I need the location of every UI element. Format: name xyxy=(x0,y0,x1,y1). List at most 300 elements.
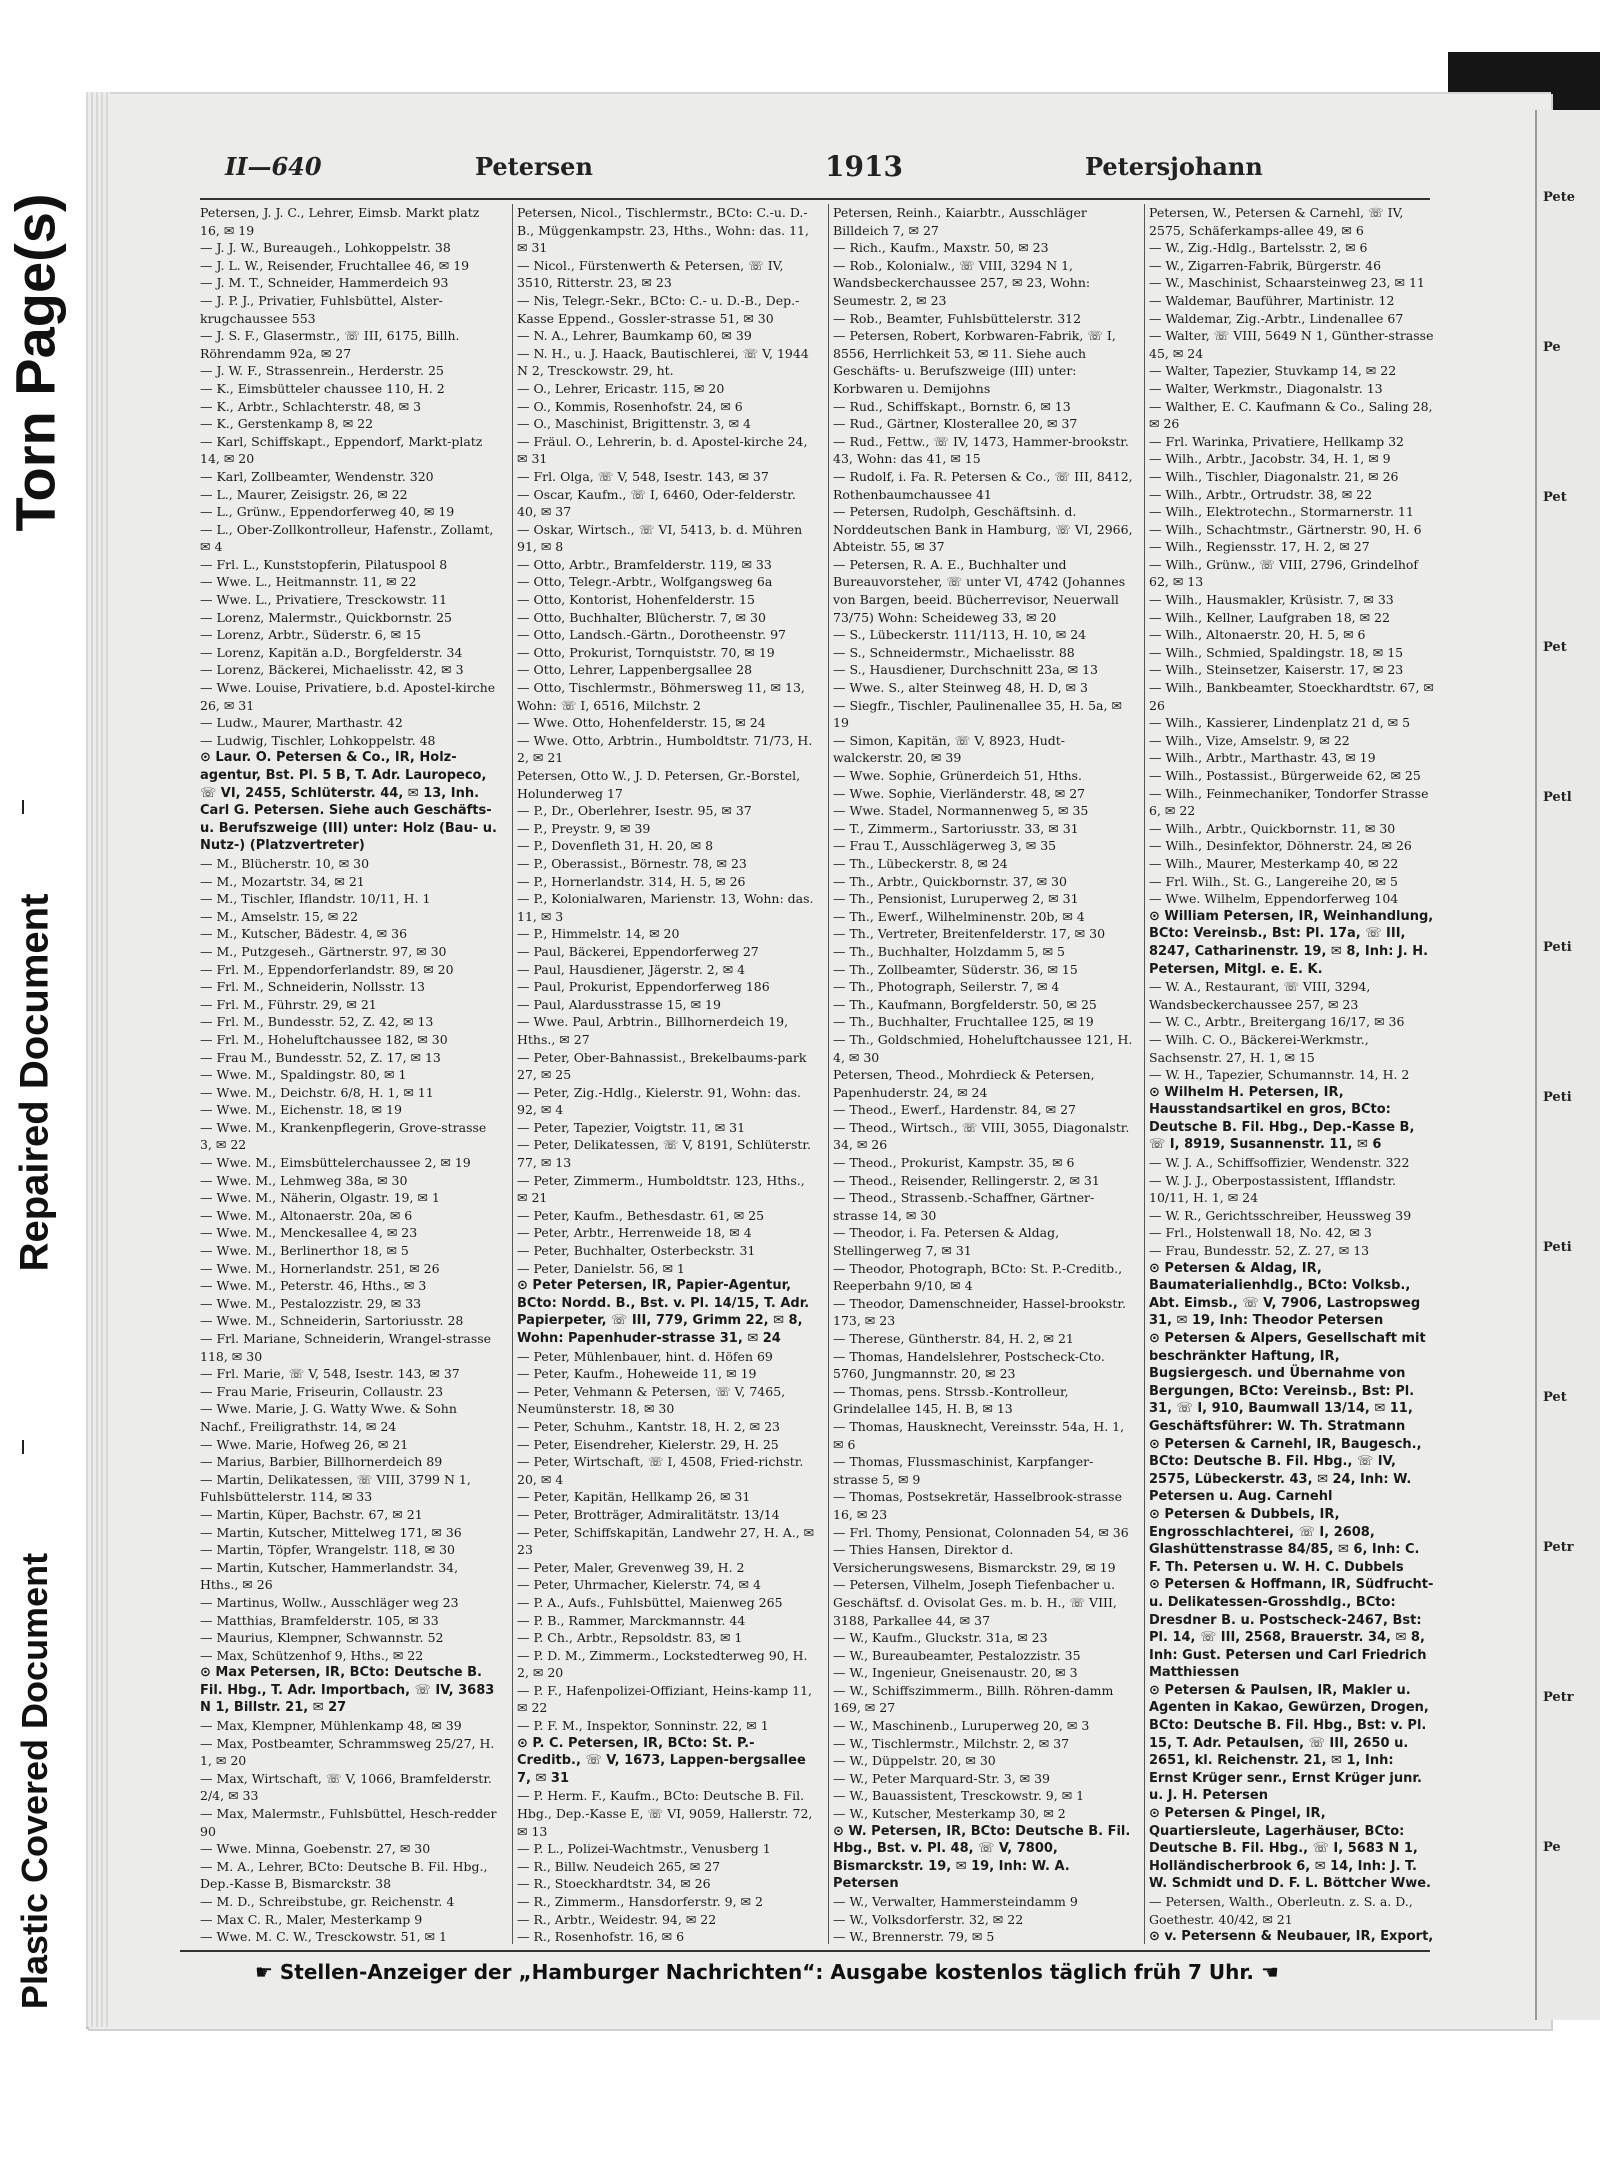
directory-entry: ⊙ P. C. Petersen, IR, BCto: St. P.-Creditb., ☏ V, 1673, Lappen-bergsallee 7, ✉ 31 xyxy=(517,1735,806,1786)
directory-entry: — Wwe. M., Berlinerthor 18, ✉ 5 xyxy=(200,1243,409,1259)
directory-entry: — Max, Klempner, Mühlenkamp 48, ✉ 39 xyxy=(200,1718,462,1734)
directory-entry: — Rud., Schiffskapt., Bornstr. 6, ✉ 13 xyxy=(833,398,1071,414)
directory-entry: — T., Zimmerm., Sartoriusstr. 33, ✉ 31 xyxy=(833,820,1079,836)
adjacent-page-fragment: Petr xyxy=(1543,1690,1574,1705)
adjacent-page-fragment: Pet xyxy=(1543,490,1567,505)
directory-entry: — Wwe. M., Menckesallee 4, ✉ 23 xyxy=(200,1225,418,1241)
directory-entry: — Max C. R., Maler, Mesterkamp 9 xyxy=(200,1911,423,1927)
directory-entry: — Lorenz, Kapitän a.D., Borgfelderstr. 34 xyxy=(200,644,463,660)
directory-entry: — Wwe. M., Eimsbüttelerchaussee 2, ✉ 19 xyxy=(200,1155,471,1171)
adjacent-page-fragment: Pet xyxy=(1543,1390,1567,1405)
directory-entry: — W., Düppelstr. 20, ✉ 30 xyxy=(833,1753,996,1769)
directory-entry: — J. P. J., Privatier, Fuhlsbüttel, Alster-krugchaussee 553 xyxy=(200,292,443,326)
directory-entry: — Frl. M., Eppendorferlandstr. 89, ✉ 20 xyxy=(200,961,454,977)
directory-entry: — Rob., Kolonialw., ☏ VIII, 3294 N 1, Wandsbeckerchaussee 257, ✉ 23, Wohn: Seumestr. 2, ✉ 23 xyxy=(833,257,1091,308)
directory-entry: — Peter, Zimmerm., Humboldtstr. 123, Hths., ✉ 21 xyxy=(517,1172,805,1206)
directory-entry: — J. L. W., Reisender, Fruchtallee 46, ✉ 19 xyxy=(200,257,470,273)
directory-entry: — Wilh., Elektrotechn., Stormarnerstr. 11 xyxy=(1149,504,1414,520)
directory-entry: — Wwe. Otto, Arbtrin., Humboldtstr. 71/73, H. 2, ✉ 21 xyxy=(517,732,813,766)
directory-entry: — Th., Pensionist, Luruperweg 2, ✉ 31 xyxy=(833,891,1079,907)
adjacent-page-fragment: Petl xyxy=(1543,790,1572,805)
directory-entry: — W., Schiffszimmerm., Billh. Röhren-damm 169, ✉ 27 xyxy=(833,1682,1114,1716)
directory-entry: — Frl. M., Führstr. 29, ✉ 21 xyxy=(200,996,377,1012)
directory-entry: — Wwe. Sophie, Vierländerstr. 48, ✉ 27 xyxy=(833,785,1086,801)
directory-entry: — M., Blücherstr. 10, ✉ 30 xyxy=(200,855,370,871)
directory-entry: — P., Kolonialwaren, Marienstr. 13, Wohn: das. 11, ✉ 3 xyxy=(517,891,814,924)
pointing-hand-icon: ☛ xyxy=(255,1960,280,1984)
directory-entry: — Otto, Prokurist, Tornquiststr. 70, ✉ 19 xyxy=(517,644,775,660)
directory-entry: ⊙ Peter Petersen, IR, Papier-Agentur, BCto: Nordd. B., Bst. v. Pl. 14/15, T. Adr. Papierpeter, ☏ III, 779, Grimm 22, ✉ 8, Wohn: Papenhuder-strasse 31, ✉ 24 xyxy=(517,1278,810,1346)
directory-column-3 xyxy=(828,204,1133,1944)
directory-entry: — Matthias, Bramfelderstr. 105, ✉ 33 xyxy=(200,1612,439,1628)
directory-entry: — Walter, Tapezier, Stuvkamp 14, ✉ 22 xyxy=(1149,363,1397,379)
directory-entry: ⊙ Petersen & Aldag, IR, Baumaterialienhdlg., BCto: Volksb., Abt. Eimsb., ☏ V, 7906, Lastropsweg 31, ✉ 19, Inh: Theodor Petersen xyxy=(1149,1260,1421,1329)
directory-entry: — Wilh., Grünw., ☏ VIII, 2796, Grindelhof 62, ✉ 13 xyxy=(1149,556,1419,590)
directory-entry: — Frl. M., Bundesstr. 52, Z. 42, ✉ 13 xyxy=(200,1014,434,1030)
directory-entry: — S., Lübeckerstr. 111/113, H. 10, ✉ 24 xyxy=(833,627,1087,643)
pointing-hand-icon: ☚ xyxy=(1254,1960,1279,1984)
directory-entry: — Wilh., Bankbeamter, Stoeckhardtstr. 67, ✉ 26 xyxy=(1149,680,1434,713)
directory-entry: — S., Hausdiener, Durchschnitt 23a, ✉ 13 xyxy=(833,662,1099,678)
directory-entry: — J. S. F., Glasermstr., ☏ III, 6175, Billh. Röhrendamm 92a, ✉ 27 xyxy=(200,328,460,361)
directory-entry: ⊙ Max Petersen, IR, BCto: Deutsche B. Fil. Hbg., T. Adr. Importbach, ☏ IV, 3683 N 1, Billstr. 21, ✉ 27 xyxy=(200,1665,495,1716)
directory-entry: — Wilh., Maurer, Mesterkamp 40, ✉ 22 xyxy=(1149,855,1399,871)
directory-entry: — Wilh., Arbtr., Jacobstr. 34, H. 1, ✉ 9 xyxy=(1149,451,1391,467)
directory-entry: — Ludw., Maurer, Marthastr. 42 xyxy=(200,715,403,731)
directory-entry: — Rud., Fettw., ☏ IV, 1473, Hammer-brookstr. 43, Wohn: das 41, ✉ 15 xyxy=(833,433,1129,467)
directory-entry: — P. A., Aufs., Fuhlsbüttel, Maienweg 265 xyxy=(517,1594,783,1610)
directory-entry: — O., Maschinist, Brigittenstr. 3, ✉ 4 xyxy=(517,416,751,432)
directory-entry: ⊙ Petersen & Alpers, Gesellschaft mit beschränkter Haftung, IR, Bugsiergesch. und Übernahme von Bergungen, BCto: Vereinsb., Bst: Pl. 31, ☏ I, 910, Baumwall 13/14, ✉ 11, Geschäftsführer: W. Th. Stratmann xyxy=(1149,1331,1426,1434)
directory-entry: — W. R., Gerichtsschreiber, Heussweg 39 xyxy=(1149,1207,1412,1223)
directory-entry: Petersen, Nicol., Tischlermstr., BCto: C.-u. D.-B., Müggenkampstr. 23, Hths., Wohn: das. 11, ✉ 31 xyxy=(517,205,809,256)
directory-entry: — W., Zigarren-Fabrik, Bürgerstr. 46 xyxy=(1149,257,1382,273)
directory-entry: — W., Maschinist, Schaarsteinweg 23, ✉ 11 xyxy=(1149,275,1425,291)
directory-entry: — P., Preystr. 9, ✉ 39 xyxy=(517,820,651,836)
directory-entry: — Martin, Küper, Bachstr. 67, ✉ 21 xyxy=(200,1506,423,1522)
directory-entry: — Thies Hansen, Direktor d. Versicherungswesens, Bismarckstr. 29, ✉ 19 xyxy=(833,1542,1116,1575)
directory-entry: — P., Hornerlandstr. 314, H. 5, ✉ 26 xyxy=(517,873,746,889)
directory-entry: — Otto, Kontorist, Hohenfelderstr. 15 xyxy=(517,592,755,608)
directory-entry: — Wwe. Sophie, Grünerdeich 51, Hths. xyxy=(833,768,1082,783)
directory-entry: — Waldemar, Bauführer, Martinistr. 12 xyxy=(1149,292,1395,308)
directory-entry: — M. A., Lehrer, BCto: Deutsche B. Fil. Hbg., Dep.-Kasse B, Bismarckstr. 38 xyxy=(200,1858,488,1892)
adjacent-page-fragment: Pe xyxy=(1543,1840,1561,1855)
directory-entry: — P. F., Hafenpolizei-Offiziant, Heins-kamp 11, ✉ 22 xyxy=(517,1682,813,1716)
footer-text: Stellen-Anzeiger der „Hamburger Nachrichten“: Ausgabe kostenlos täglich früh 7 Uhr. xyxy=(279,1960,1255,1984)
directory-entry: — Wilh., Tischler, Diagonalstr. 21, ✉ 26 xyxy=(1149,468,1399,484)
directory-entry: — Peter, Ober-Bahnassist., Brekelbaums-park 27, ✉ 25 xyxy=(517,1049,807,1083)
directory-entry: — L., Grünw., Eppendorferweg 40, ✉ 19 xyxy=(200,504,455,520)
directory-entry: — Thomas, Hausknecht, Vereinsstr. 54a, H. 1, ✉ 6 xyxy=(833,1418,1125,1452)
directory-entry: — Wilh., Desinfektor, Döhnerstr. 24, ✉ 26 xyxy=(1149,838,1412,854)
adjacent-page-fragment: Peti xyxy=(1543,940,1572,955)
directory-entry: — Wilh., Vize, Amselstr. 9, ✉ 22 xyxy=(1149,732,1350,748)
directory-entry: ⊙ Wilhelm H. Petersen, IR, Hausstandsartikel en gros, BCto: Deutsche B. Fil. Hbg., Dep.-Kasse B, ☏ I, 8919, Susannenstr. 11, ✉ 6 xyxy=(1149,1084,1415,1153)
directory-entry: — Wwe. M., Altonaerstr. 20a, ✉ 6 xyxy=(200,1207,413,1223)
directory-entry: — Peter, Mühlenbauer, hint. d. Höfen 69 xyxy=(517,1348,773,1364)
directory-entry: — W., Volksdorferstr. 32, ✉ 22 xyxy=(833,1911,1024,1927)
directory-entry: — W., Kaufm., Gluckstr. 31a, ✉ 23 xyxy=(833,1630,1048,1646)
page-number: II—640 xyxy=(225,152,322,181)
directory-entry: — Th., Ewerf., Wilhelminenstr. 20b, ✉ 4 xyxy=(833,908,1085,924)
directory-entry: — Otto, Arbtr., Bramfelderstr. 119, ✉ 33 xyxy=(517,556,772,572)
directory-entry: — P., Dr., Oberlehrer, Isestr. 95, ✉ 37 xyxy=(517,803,752,819)
directory-entry: — Waldemar, Zig.-Arbtr., Lindenallee 67 xyxy=(1149,310,1404,326)
directory-entry: — P., Oberassist., Börnestr. 78, ✉ 23 xyxy=(517,855,747,871)
directory-entry: — R., Arbtr., Weidestr. 94, ✉ 22 xyxy=(517,1911,717,1927)
directory-entry: — P. D. M., Zimmerm., Lockstedterweg 90, H. 2, ✉ 20 xyxy=(517,1647,808,1681)
directory-entry: — P. Ch., Arbtr., Repsoldstr. 83, ✉ 1 xyxy=(517,1630,743,1646)
directory-entry: — Peter, Danielstr. 56, ✉ 1 xyxy=(517,1260,685,1276)
directory-entry: — Frau M., Bundesstr. 52, Z. 17, ✉ 13 xyxy=(200,1049,441,1065)
directory-entry: — Peter, Uhrmacher, Kielerstr. 74, ✉ 4 xyxy=(517,1577,761,1593)
dash-divider xyxy=(22,800,24,814)
directory-entry: — L., Maurer, Zeisigstr. 26, ✉ 22 xyxy=(200,486,408,502)
directory-entry: — M. D., Schreibstube, gr. Reichenstr. 4 xyxy=(200,1894,455,1909)
directory-columns xyxy=(200,204,1434,1944)
directory-entry: — W., Kutscher, Mesterkamp 30, ✉ 2 xyxy=(833,1806,1066,1822)
directory-entry: ⊙ William Petersen, IR, Weinhandlung, BCto: Vereinsb., Bst: Pl. 17a, ☏ III, 8247, Catharinenstr. 19, ✉ 8, Inh: J. H. Petersen, Mitgl. e. E. K. xyxy=(1149,908,1434,977)
directory-entry: — Frl. Marie, ☏ V, 548, Isestr. 143, ✉ 37 xyxy=(200,1366,460,1382)
directory-entry: — Simon, Kapitän, ☏ V, 8923, Hudt-walckerstr. 20, ✉ 39 xyxy=(833,732,1066,766)
directory-entry: — Karl, Zollbeamter, Wendenstr. 320 xyxy=(200,468,434,484)
directory-entry: ⊙ Petersen & Paulsen, IR, Makler u. Agenten in Kakao, Gewürzen, Drogen, BCto: Deutsche B. Fil. Hbg., Bst: v. Pl. 15, T. Adr. Petaulsen, ☏ III, 2650 u. 2651, kl. Reichenstr. 21, ✉ 1, Inh: Ernst Krüger senr., Ernst Krüger junr. u. J. H. Petersen xyxy=(1149,1682,1429,1804)
directory-entry: — Rud., Gärtner, Klosterallee 20, ✉ 37 xyxy=(833,416,1078,432)
directory-entry: — Thomas, pens. Strssb.-Kontrolleur, Grindelallee 145, H. B, ✉ 13 xyxy=(833,1383,1069,1417)
directory-entry: — Marius, Barbier, Billhornerdeich 89 xyxy=(200,1454,443,1470)
directory-entry: — Wwe. Marie, Hofweg 26, ✉ 21 xyxy=(200,1436,409,1452)
directory-entry: — Peter, Eisendreher, Kielerstr. 29, H. 25 xyxy=(517,1436,779,1452)
directory-entry: — Peter, Kaufm., Bethesdastr. 61, ✉ 25 xyxy=(517,1207,765,1223)
directory-entry: — K., Arbtr., Schlachterstr. 48, ✉ 3 xyxy=(200,398,422,414)
directory-entry: — N. A., Lehrer, Baumkamp 60, ✉ 39 xyxy=(517,328,752,344)
directory-entry: — Peter, Maler, Grevenweg 39, H. 2 xyxy=(517,1559,745,1575)
directory-entry: — Martin, Kutscher, Hammerlandstr. 34, Hths., ✉ 26 xyxy=(200,1559,459,1593)
directory-entry: — Rudolf, i. Fa. R. Petersen & Co., ☏ III, 8412, Rothenbaumchaussee 41 xyxy=(833,468,1133,502)
directory-entry: — P., Himmelstr. 14, ✉ 20 xyxy=(517,926,680,942)
directory-entry: — Wilh., Kassierer, Lindenplatz 21 d, ✉ 5 xyxy=(1149,715,1411,731)
directory-entry: — Peter, Schuhm., Kantstr. 18, H. 2, ✉ 23 xyxy=(517,1418,780,1434)
directory-entry: — P. B., Rammer, Marckmannstr. 44 xyxy=(517,1612,746,1628)
plastic-covered-label: Plastic Covered Document xyxy=(14,1552,55,2010)
directory-entry: ⊙ Petersen & Dubbels, IR, Engrosschlachterei, ☏ I, 2608, Glashüttenstrasse 84/85, ✉ 6, Inh: C. F. Th. Petersen u. W. H. C. Dubbels xyxy=(1149,1506,1420,1575)
directory-entry: — Lorenz, Malermstr., Quickbornstr. 25 xyxy=(200,609,453,625)
directory-entry: — Wwe. M., Spaldingstr. 80, ✉ 1 xyxy=(200,1067,407,1083)
directory-entry: — Wwe. L., Heitmannstr. 11, ✉ 22 xyxy=(200,574,417,590)
directory-entry: — Wwe. M., Pestalozzistr. 29, ✉ 33 xyxy=(200,1295,422,1311)
directory-entry: — Wilh., Postassist., Bürgerweide 62, ✉ 25 xyxy=(1149,768,1421,783)
adjacent-page-fragment: Peti xyxy=(1543,1240,1572,1255)
directory-entry: — Walter, Werkmstr., Diagonalstr. 13 xyxy=(1149,380,1383,396)
directory-entry: — Wwe. M., Hornerlandstr. 251, ✉ 26 xyxy=(200,1260,440,1276)
directory-entry: — Peter, Kaufm., Hoheweide 11, ✉ 19 xyxy=(517,1366,757,1382)
directory-entry: Petersen, J. J. C., Lehrer, Eimsb. Markt platz 16, ✉ 19 xyxy=(200,205,480,238)
directory-entry: — Walther, E. C. Kaufmann & Co., Saling 28, ✉ 26 xyxy=(1149,398,1433,432)
directory-entry: — Wilh., Steinsetzer, Kaiserstr. 17, ✉ 23 xyxy=(1149,662,1404,678)
directory-entry: — Wilh., Schmied, Spaldingstr. 18, ✉ 15 xyxy=(1149,644,1404,660)
directory-entry: — M., Putzgeseh., Gärtnerstr. 97, ✉ 30 xyxy=(200,943,447,959)
directory-entry: — R., Zimmerm., Hansdorferstr. 9, ✉ 2 xyxy=(517,1894,763,1909)
left-keyword: Petersen xyxy=(475,152,593,181)
directory-entry: — Wwe. Louise, Privatiere, b.d. Apostel-kirche 26, ✉ 31 xyxy=(200,680,496,713)
directory-entry: — Peter, Vehmann & Petersen, ☏ V, 7465, Neumünsterstr. 18, ✉ 30 xyxy=(517,1383,786,1417)
directory-entry: ⊙ Laur. O. Petersen & Co., IR, Holz-agentur, Bst. Pl. 5 B, T. Adr. Lauropeco, ☏ VI, 2455, Schlüterstr. 44, ✉ 13, Inh. Carl G. Petersen. Siehe auch Geschäfts- u. Berufszweige (III) unter: Holz (Bau- u. Nutz-) (Platzvertreter) xyxy=(200,750,497,854)
directory-entry: — W. A., Restaurant, ☏ VIII, 3294, Wandsbeckerchaussee 257, ✉ 23 xyxy=(1149,979,1371,1012)
side-label-strip xyxy=(0,193,70,2010)
directory-entry: — Theodor, Photograph, BCto: St. P.-Creditb., Reeperbahn 9/10, ✉ 4 xyxy=(833,1260,1123,1294)
page-header xyxy=(225,150,1445,190)
directory-entry: — M., Tischler, Iflandstr. 10/11, H. 1 xyxy=(200,891,431,907)
directory-entry: — Peter, Kapitän, Hellkamp 26, ✉ 31 xyxy=(517,1489,751,1505)
directory-entry: — Siegfr., Tischler, Paulinenallee 35, H. 5a, ✉ 19 xyxy=(833,697,1122,731)
directory-entry: — Wwe. M., Näherin, Olgastr. 19, ✉ 1 xyxy=(200,1190,440,1206)
directory-entry: — P. F. M., Inspektor, Sonninstr. 22, ✉ 1 xyxy=(517,1718,769,1734)
directory-entry: — Paul, Bäckerei, Eppendorferweg 27 xyxy=(517,943,759,959)
directory-entry: — Wwe. Wilhelm, Eppendorferweg 104 xyxy=(1149,891,1399,907)
directory-entry: — Martin, Delikatessen, ☏ VIII, 3799 N 1, Fuhlsbüttelerstr. 114, ✉ 33 xyxy=(200,1471,471,1505)
directory-entry: — Thomas, Handelslehrer, Postscheck-Cto. 5760, Jungmannstr. 20, ✉ 23 xyxy=(833,1348,1105,1382)
adjacent-page-fragment: Pe xyxy=(1543,340,1561,355)
directory-entry: — R., Billw. Neudeich 265, ✉ 27 xyxy=(517,1858,721,1874)
directory-entry: — Wilh., Altonaerstr. 20, H. 5, ✉ 6 xyxy=(1149,627,1366,643)
directory-entry: — Wwe. M., Peterstr. 46, Hths., ✉ 3 xyxy=(200,1278,427,1294)
directory-entry: — Theodor, Damenschneider, Hassel-brookstr. 173, ✉ 23 xyxy=(833,1295,1126,1329)
directory-entry: — Otto, Telegr.-Arbtr., Wolfgangsweg 6a xyxy=(517,574,773,590)
directory-entry: — Peter, Brotträger, Admiralitätstr. 13/14 xyxy=(517,1506,780,1522)
year: 1913 xyxy=(825,150,903,183)
directory-entry: — W., Verwalter, Hammersteindamm 9 xyxy=(833,1894,1078,1909)
directory-entry: — Petersen, Vilhelm, Joseph Tiefenbacher u. Geschäftsf. d. Ovisolat Ges. m. b. H., ☏ VIII, 3188, Parkallee 44, ✉ 37 xyxy=(833,1577,1117,1628)
directory-entry: — Peter, Buchhalter, Osterbeckstr. 31 xyxy=(517,1243,756,1259)
page-edge xyxy=(86,92,110,2027)
directory-entry: — Ludwig, Tischler, Lohkoppelstr. 48 xyxy=(200,732,436,748)
directory-entry: — Peter, Arbtr., Herrenweide 18, ✉ 4 xyxy=(517,1225,752,1241)
directory-entry: — R., Rosenhofstr. 16, ✉ 6 xyxy=(517,1929,685,1944)
directory-entry: ⊙ W. Petersen, IR, BCto: Deutsche B. Fil. Hbg., Bst. v. Pl. 48, ☏ V, 7800, Bismarckstr. 19, ✉ 19, Inh: W. A. Petersen xyxy=(833,1823,1131,1892)
directory-entry: — Wilh., Feinmechaniker, Tondorfer Strasse 6, ✉ 22 xyxy=(1149,785,1429,819)
directory-entry: — Frl. M., Hoheluftchaussee 182, ✉ 30 xyxy=(200,1031,448,1047)
directory-entry: — Theodor, i. Fa. Petersen & Aldag, Stellingerweg 7, ✉ 31 xyxy=(833,1225,1060,1259)
directory-entry: — P., Dovenfleth 31, H. 20, ✉ 8 xyxy=(517,838,714,854)
directory-entry: — Wwe. Stadel, Normannenweg 5, ✉ 35 xyxy=(833,803,1089,819)
adjacent-page-fragment: Pet xyxy=(1543,640,1567,655)
directory-column-4 xyxy=(1144,204,1435,1944)
directory-entry: — Otto, Landsch.-Gärtn., Dorotheenstr. 97 xyxy=(517,627,786,643)
directory-entry: — Maurius, Klempner, Schwannstr. 52 xyxy=(200,1630,444,1646)
directory-entry: — Wwe. Minna, Goebenstr. 27, ✉ 30 xyxy=(200,1841,431,1857)
directory-entry: ⊙ Petersen & Carnehl, IR, Baugesch., BCto: Deutsche B. Fil. Hbg., ☏ IV, 2575, Lübeckerstr. 43, ✉ 24, Inh: W. Petersen u. Aug. Carnehl xyxy=(1149,1436,1422,1505)
directory-entry: — Oskar, Wirtsch., ☏ VI, 5413, b. d. Mühren 91, ✉ 8 xyxy=(517,521,803,555)
directory-entry: — Martin, Töpfer, Wrangelstr. 118, ✉ 30 xyxy=(200,1542,455,1558)
directory-entry: — Wilh. C. O., Bäckerei-Werkmstr., Sachsenstr. 27, H. 1, ✉ 15 xyxy=(1149,1031,1369,1065)
directory-entry: — Karl, Schiffskapt., Eppendorf, Markt-platz 14, ✉ 20 xyxy=(200,433,483,467)
directory-entry: Petersen, Theod., Mohrdieck & Petersen, Papenhuderstr. 24, ✉ 24 xyxy=(833,1067,1095,1100)
directory-entry: — Martin, Kutscher, Mittelweg 171, ✉ 36 xyxy=(200,1524,462,1540)
directory-entry: — Frl., Holstenwall 18, No. 42, ✉ 3 xyxy=(1149,1225,1372,1241)
directory-entry: — Peter, Zig.-Hdlg., Kielerstr. 91, Wohn: das. 92, ✉ 4 xyxy=(517,1084,801,1118)
directory-entry: — Wwe. M., Krankenpflegerin, Grove-strasse 3, ✉ 22 xyxy=(200,1119,487,1153)
directory-entry: — Th., Zollbeamter, Süderstr. 36, ✉ 15 xyxy=(833,961,1078,977)
directory-column-1 xyxy=(200,204,500,1944)
footer-rule xyxy=(180,1950,1430,1952)
directory-entry: — J. M. T., Schneider, Hammerdeich 93 xyxy=(200,275,449,291)
directory-entry: — Wwe. L., Privatiere, Tresckowstr. 11 xyxy=(200,592,448,608)
directory-entry: — Th., Buchhalter, Fruchtallee 125, ✉ 19 xyxy=(833,1014,1094,1030)
directory-entry: — W., Zig.-Hdlg., Bartelsstr. 2, ✉ 6 xyxy=(1149,240,1368,256)
directory-entry: — M., Kutscher, Bädestr. 4, ✉ 36 xyxy=(200,926,408,942)
directory-entry: — Wwe. Paul, Arbtrin., Billhornerdeich 19, Hths., ✉ 27 xyxy=(517,1014,789,1047)
directory-entry: — Th., Lübeckerstr. 8, ✉ 24 xyxy=(833,855,1008,871)
directory-entry: — Theod., Ewerf., Hardenstr. 84, ✉ 27 xyxy=(833,1102,1076,1118)
dash-divider xyxy=(22,1440,24,1454)
directory-entry: — W., Tischlermstr., Milchstr. 2, ✉ 37 xyxy=(833,1735,1070,1751)
directory-entry: — Wwe. M., Deichstr. 6/8, H. 1, ✉ 11 xyxy=(200,1084,434,1100)
directory-entry: — Lorenz, Bäckerei, Michaelisstr. 42, ✉ 3 xyxy=(200,662,464,678)
directory-entry: — Wilh., Arbtr., Marthastr. 43, ✉ 19 xyxy=(1149,750,1376,766)
directory-entry: — Max, Wirtschaft, ☏ V, 1066, Bramfelderstr. 2/4, ✉ 33 xyxy=(200,1770,492,1804)
adjacent-page-fragment: Pete xyxy=(1543,190,1575,205)
directory-entry: — O., Kommis, Rosenhofstr. 24, ✉ 6 xyxy=(517,398,743,414)
directory-entry: — Wilh., Hausmakler, Krüsistr. 7, ✉ 33 xyxy=(1149,592,1394,608)
adjacent-page-fragment: Petr xyxy=(1543,1540,1574,1555)
directory-entry: — Thomas, Postsekretär, Hasselbrook-strasse 16, ✉ 23 xyxy=(833,1489,1122,1522)
directory-entry: ⊙ Petersen & Hoffmann, IR, Südfrucht- u. Delikatessen-Grosshdlg., BCto: Dresdner B. u. Postscheck-2467, Bst: Pl. 14, ☏ III, 2568, Brauerstr. 34, ✉ 8, Inh: Gust. Petersen und Carl Friedrich Matthiessen xyxy=(1149,1577,1434,1681)
directory-entry: — Paul, Alardusstrasse 15, ✉ 19 xyxy=(517,996,721,1012)
header-rule xyxy=(200,198,1430,200)
directory-entry: — Otto, Buchhalter, Blücherstr. 7, ✉ 30 xyxy=(517,609,766,625)
directory-entry: — Wwe. Marie, J. G. Watty Wwe. & Sohn Nachf., Freiligrathstr. 14, ✉ 24 xyxy=(200,1401,457,1434)
directory-entry: — Max, Postbeamter, Schrammsweg 25/27, H. 1, ✉ 20 xyxy=(200,1735,495,1769)
directory-entry: — W., Peter Marquard-Str. 3, ✉ 39 xyxy=(833,1770,1050,1786)
directory-entry: — Nis, Telegr.-Sekr., BCto: C.- u. D.-B., Dep.-Kasse Eppend., Gossler-strasse 51, ✉ 30 xyxy=(517,292,800,326)
directory-entry: — W., Ingenieur, Gneisenaustr. 20, ✉ 3 xyxy=(833,1665,1078,1681)
directory-entry: — Theod., Strassenb.-Schaffner, Gärtner-strasse 14, ✉ 30 xyxy=(833,1190,1095,1223)
repaired-document-label: Repaired Document xyxy=(12,893,57,1272)
directory-entry: — Petersen, Walth., Oberleutn. z. S. a. D., Goethestr. 40/42, ✉ 21 xyxy=(1149,1894,1413,1927)
directory-entry: — Theod., Reisender, Rellingerstr. 2, ✉ 31 xyxy=(833,1172,1100,1188)
directory-entry: — W. J. A., Schiffsoffizier, Wendenstr. 322 xyxy=(1149,1155,1410,1171)
directory-entry: — W., Maschinenb., Luruperweg 20, ✉ 3 xyxy=(833,1718,1090,1734)
directory-entry: — Peter, Delikatessen, ☏ V, 8191, Schlüterstr. 77, ✉ 13 xyxy=(517,1137,812,1171)
directory-entry: — Petersen, Robert, Korbwaren-Fabrik, ☏ I, 8556, Herrlichkeit 53, ✉ 11. Siehe auch Geschäfts- u. Berufszweige (III) unter: Korbwaren u. Demijohns xyxy=(833,328,1116,396)
directory-entry: — Wwe. M., Lehmweg 38a, ✉ 30 xyxy=(200,1172,408,1188)
directory-entry: — K., Eimsbütteler chaussee 110, H. 2 xyxy=(200,380,445,396)
directory-entry: — Rich., Kaufm., Maxstr. 50, ✉ 23 xyxy=(833,240,1049,256)
directory-entry: — Rob., Beamter, Fuhlsbüttelerstr. 312 xyxy=(833,310,1082,326)
directory-entry: — Wilh., Arbtr., Ortrudstr. 38, ✉ 22 xyxy=(1149,486,1373,502)
directory-entry: — Frl. M., Schneiderin, Nollsstr. 13 xyxy=(200,979,425,995)
torn-pages-label: Torn Page(s) xyxy=(3,193,67,532)
directory-entry: Petersen, Otto W., J. D. Petersen, Gr.-Borstel, Holunderweg 17 xyxy=(517,768,801,801)
directory-entry: — Peter, Tapezier, Voigtstr. 11, ✉ 31 xyxy=(517,1119,746,1135)
directory-entry: — Frau, Bundesstr. 52, Z. 27, ✉ 13 xyxy=(1149,1243,1370,1259)
directory-entry: — Th., Kaufmann, Borgfelderstr. 50, ✉ 25 xyxy=(833,996,1097,1012)
directory-entry: — Wilh., Kellner, Laufgraben 18, ✉ 22 xyxy=(1149,609,1390,625)
directory-entry: — Theod., Wirtsch., ☏ VIII, 3055, Diagonalstr. 34, ✉ 26 xyxy=(833,1119,1130,1153)
directory-entry: — Wilh., Schachtmstr., Gärtnerstr. 90, H. 6 xyxy=(1149,521,1422,537)
directory-entry: — Lorenz, Arbtr., Süderstr. 6, ✉ 15 xyxy=(200,627,422,643)
directory-entry: — K., Gerstenkamp 8, ✉ 22 xyxy=(200,416,374,432)
directory-entry: — M., Amselstr. 15, ✉ 22 xyxy=(200,908,359,924)
directory-entry: — Wwe. S., alter Steinweg 48, H. D, ✉ 3 xyxy=(833,680,1088,696)
directory-entry: — Therese, Güntherstr. 84, H. 2, ✉ 21 xyxy=(833,1331,1074,1346)
directory-entry: — Martinus, Wollw., Ausschläger weg 23 xyxy=(200,1594,459,1610)
directory-entry: — Petersen, Rudolph, Geschäftsinh. d. Norddeutschen Bank in Hamburg, ☏ VI, 2966, Abteistr. 55, ✉ 37 xyxy=(833,504,1133,555)
directory-entry: — O., Lehrer, Ericastr. 115, ✉ 20 xyxy=(517,380,725,396)
directory-entry: — Otto, Tischlermstr., Böhmersweg 11, ✉ 13, Wohn: ☏ I, 6516, Milchstr. 2 xyxy=(517,680,805,713)
directory-entry: — Paul, Prokurist, Eppendorferweg 186 xyxy=(517,979,770,995)
directory-entry: — Frl. Olga, ☏ V, 548, Isestr. 143, ✉ 37 xyxy=(517,468,769,484)
directory-entry: — Frl. Wilh., St. G., Langereihe 20, ✉ 5 xyxy=(1149,873,1398,889)
directory-entry: — Max, Malermstr., Fuhlsbüttel, Hesch-redder 90 xyxy=(200,1806,497,1839)
directory-entry: ⊙ Petersen & Pingel, IR, Quartiersleute, Lagerhäuser, BCto: Deutsche B. Fil. Hbg., ☏ I, 5683 N 1, Holländischerbrook 6, ✉ 14, Inh: J. T. W. Schmidt und D. F. L. Böttcher Wwe. xyxy=(1149,1806,1431,1892)
directory-entry: — W. C., Arbtr., Breitergang 16/17, ✉ 36 xyxy=(1149,1014,1405,1030)
directory-entry: — Wilh., Regiensstr. 17, H. 2, ✉ 27 xyxy=(1149,539,1370,555)
directory-entry: — Frl. Mariane, Schneiderin, Wrangel-strasse 118, ✉ 30 xyxy=(200,1331,492,1364)
directory-entry: — Frau T., Ausschlägerweg 3, ✉ 35 xyxy=(833,838,1057,854)
footer-advert xyxy=(255,1960,1405,1984)
directory-entry: — Th., Photograph, Seilerstr. 7, ✉ 4 xyxy=(833,979,1060,995)
directory-entry: — Thomas, Flussmaschinist, Karpfanger-strasse 5, ✉ 9 xyxy=(833,1454,1094,1487)
directory-entry: — Peter, Wirtschaft, ☏ I, 4508, Fried-richstr. 20, ✉ 4 xyxy=(517,1454,804,1487)
directory-entry: — Th., Arbtr., Quickbornstr. 37, ✉ 30 xyxy=(833,873,1067,889)
directory-entry: — Oscar, Kaufm., ☏ I, 6460, Oder-felderstr. 40, ✉ 37 xyxy=(517,486,796,520)
adjacent-page-strip xyxy=(1535,110,1600,2020)
directory-entry: — J. W. F., Strassenrein., Herderstr. 25 xyxy=(200,363,444,379)
directory-entry: Petersen, W., Petersen & Carnehl, ☏ IV, 2575, Schäferkamps-allee 49, ✉ 6 xyxy=(1149,205,1404,238)
directory-entry: — Wwe. Otto, Hohenfelderstr. 15, ✉ 24 xyxy=(517,715,766,731)
directory-entry: — Frl. Thomy, Pensionat, Colonnaden 54, ✉ 36 xyxy=(833,1524,1129,1540)
directory-entry: — Wwe. M., Schneiderin, Sartoriusstr. 28 xyxy=(200,1313,464,1329)
directory-entry: — Frl. L., Kunststopferin, Pilatuspool 8 xyxy=(200,556,448,572)
directory-entry: — S., Schneidermstr., Michaelisstr. 88 xyxy=(833,644,1075,660)
directory-entry: — L., Ober-Zollkontrolleur, Hafenstr., Zollamt, ✉ 4 xyxy=(200,521,494,555)
directory-entry: — N. H., u. J. Haack, Bautischlerei, ☏ V, 1944 N 2, Tresckowstr. 29, ht. xyxy=(517,345,809,379)
directory-entry: — Wilh., Arbtr., Quickbornstr. 11, ✉ 30 xyxy=(1149,820,1396,836)
directory-entry: — M., Mozartstr. 34, ✉ 21 xyxy=(200,873,365,889)
directory-entry: — R., Stoeckhardtstr. 34, ✉ 26 xyxy=(517,1876,711,1892)
directory-column-2 xyxy=(512,204,817,1944)
directory-entry: — Frau Marie, Friseurin, Collaustr. 23 xyxy=(200,1383,444,1399)
directory-entry: — Max, Schützenhof 9, Hths., ✉ 22 xyxy=(200,1647,424,1663)
directory-entry: — Th., Vertreter, Breitenfelderstr. 17, ✉ 30 xyxy=(833,926,1106,942)
directory-entry: — Wwe. M. C. W., Tresckowstr. 51, ✉ 1 xyxy=(200,1929,447,1944)
directory-entry: — Paul, Hausdiener, Jägerstr. 2, ✉ 4 xyxy=(517,961,746,977)
directory-entry: — Frl. Warinka, Privatiere, Hellkamp 32 xyxy=(1149,433,1404,449)
directory-entry: — Nicol., Fürstenwerth & Petersen, ☏ IV, 3510, Ritterstr. 23, ✉ 23 xyxy=(517,257,784,291)
directory-entry: — W. H., Tapezier, Schumannstr. 14, H. 2 xyxy=(1149,1067,1410,1083)
directory-entry: — Walter, ☏ VIII, 5649 N 1, Günther-strasse 45, ✉ 24 xyxy=(1149,328,1434,361)
directory-entry: — Th., Buchhalter, Holzdamm 5, ✉ 5 xyxy=(833,943,1065,959)
directory-entry: — Wwe. M., Eichenstr. 18, ✉ 19 xyxy=(200,1102,402,1118)
directory-entry: ⊙ v. Petersenn & Neubauer, IR, Export, xyxy=(1149,1929,1434,1944)
adjacent-page-fragment: Peti xyxy=(1543,1090,1572,1105)
directory-entry: — Fräul. O., Lehrerin, b. d. Apostel-kirche 24, ✉ 31 xyxy=(517,433,808,467)
right-keyword: Petersjohann xyxy=(1085,152,1263,181)
directory-entry: Petersen, Reinh., Kaiarbtr., Ausschläger Billdeich 7, ✉ 27 xyxy=(833,205,1087,238)
directory-entry: — J. J. W., Bureaugeh., Lohkoppelstr. 38 xyxy=(200,240,451,256)
directory-entry: — Th., Goldschmied, Hoheluftchaussee 121, H. 4, ✉ 30 xyxy=(833,1031,1133,1065)
directory-entry: — W., Bureaubeamter, Pestalozzistr. 35 xyxy=(833,1647,1081,1663)
directory-entry: — W. J. J., Oberpostassistent, Ifflandstr. 10/11, H. 1, ✉ 24 xyxy=(1149,1172,1397,1206)
directory-entry: — Petersen, R. A. E., Buchhalter und Bureauvorsteher, ☏ unter VI, 4742 (Johannes von Bargen, beeid. Bücherrevisor, Neuerwall 73/75) Wohn: Scheideweg 33, ✉ 20 xyxy=(833,556,1126,625)
directory-entry: — Peter, Schiffskapitän, Landwehr 27, H. A., ✉ 23 xyxy=(517,1524,815,1558)
directory-entry: — P. L., Polizei-Wachtmstr., Venusberg 1 xyxy=(517,1841,771,1857)
directory-entry: — Theod., Prokurist, Kampstr. 35, ✉ 6 xyxy=(833,1155,1075,1171)
directory-entry: — P. Herm. F., Kaufm., BCto: Deutsche B. Fil. Hbg., Dep.-Kasse E, ☏ VI, 9059, Hallerstr. 72, ✉ 13 xyxy=(517,1788,813,1839)
directory-entry: — W., Bauassistent, Tresckowstr. 9, ✉ 1 xyxy=(833,1788,1085,1804)
